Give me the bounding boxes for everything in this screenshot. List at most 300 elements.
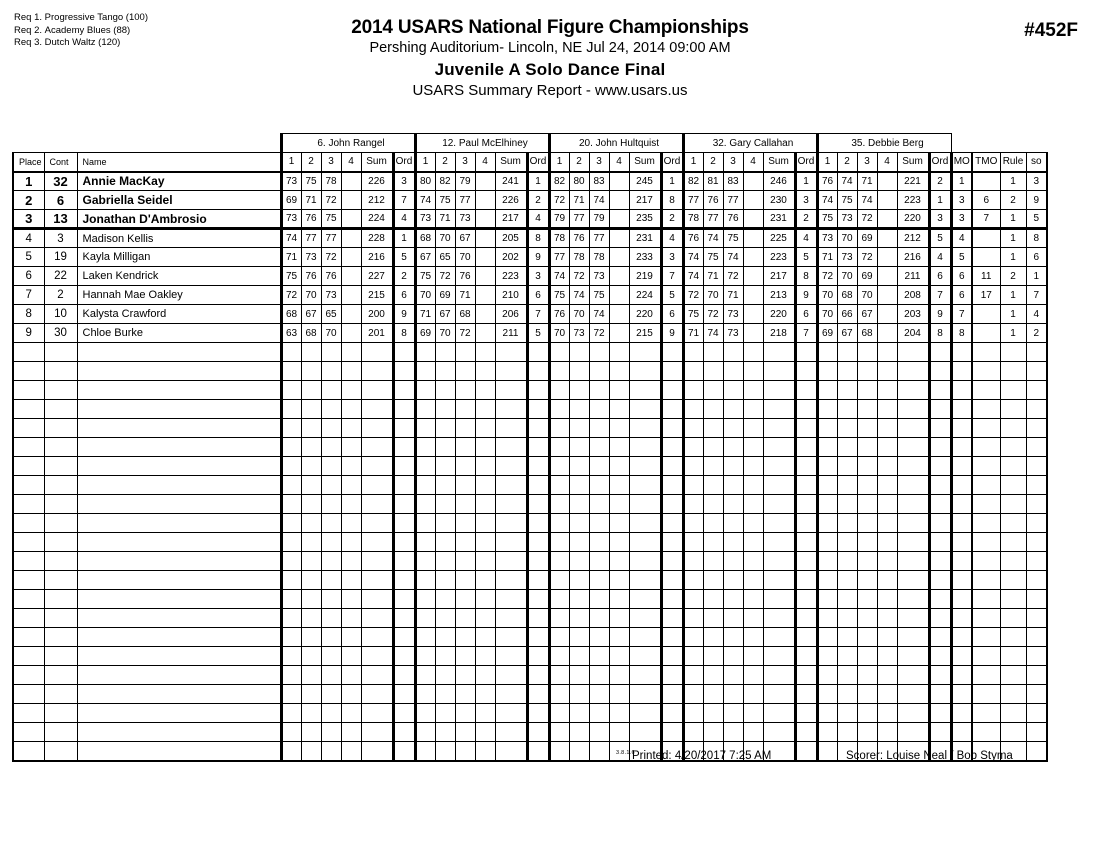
cell-judge4-score2 [703,571,723,590]
cell-mo: 3 [951,191,972,210]
cell-judge1-sum: 226 [361,172,393,191]
cell-judge3-score2 [569,685,589,704]
cell-judge2-score4 [475,514,495,533]
cell-judge5-ord: 1 [929,191,951,210]
cell-judge3-score1 [549,419,569,438]
report-subtitle: USARS Summary Report - www.usars.us [412,82,688,99]
cell-judge4-sum [763,533,795,552]
cell-judge3-sum: 245 [629,172,661,191]
cell-mo [951,723,972,742]
cell-judge5-score3: 69 [857,229,877,248]
table-row-empty[interactable] [13,495,1047,514]
cell-judge5-sum: 211 [897,267,929,286]
cell-place [13,362,44,381]
cell-judge5-sum [897,381,929,400]
cell-judge3-score2 [569,590,589,609]
cell-judge4-score4 [743,191,763,210]
cell-judge2-score1 [415,666,435,685]
cell-judge4-score1: 74 [683,248,703,267]
cell-judge5-score3 [857,476,877,495]
cell-judge4-score3 [723,685,743,704]
cell-judge1-score4 [341,723,361,742]
cell-judge3-score1 [549,571,569,590]
table-row-empty[interactable] [13,400,1047,419]
cell-judge3-score1 [549,552,569,571]
cell-mo [951,628,972,647]
table-row-empty[interactable] [13,647,1047,666]
cell-judge1-score1 [281,362,301,381]
cell-judge3-ord [661,495,683,514]
cell-judge4-score3 [723,590,743,609]
cell-judge5-sum: 220 [897,210,929,229]
cell-judge3-ord [661,438,683,457]
cell-judge3-score1: 79 [549,210,569,229]
cell-judge5-score3 [857,704,877,723]
table-row-empty[interactable] [13,533,1047,552]
cell-name [77,628,281,647]
cell-judge2-score3: 77 [455,191,475,210]
cell-judge4-score2 [703,362,723,381]
cell-judge1-score3 [321,457,341,476]
cell-rule: 1 [1000,210,1026,229]
cell-judge3-score1: 82 [549,172,569,191]
cell-judge5-score1 [817,533,837,552]
cell-rule [1000,495,1026,514]
cell-judge2-ord: 8 [527,229,549,248]
cell-judge5-score4 [877,590,897,609]
cell-judge4-score1 [683,704,703,723]
cell-name: Hannah Mae Oakley [77,286,281,305]
cell-judge1-ord [393,419,415,438]
cell-judge3-sum [629,628,661,647]
cell-judge5-score2 [837,628,857,647]
col-header-judge3-1: 1 [549,153,569,172]
cell-judge2-score4 [475,343,495,362]
cell-judge4-score3 [723,419,743,438]
cell-judge1-score4 [341,343,361,362]
cell-judge3-score3 [589,552,609,571]
cell-judge3-ord [661,647,683,666]
cell-tmo [972,704,1000,723]
cell-judge2-sum [495,419,527,438]
cell-judge3-score4 [609,286,629,305]
cell-judge5-ord: 3 [929,210,951,229]
table-row-empty[interactable] [13,419,1047,438]
cell-judge2-score4 [475,305,495,324]
cell-judge1-score2 [301,609,321,628]
cell-judge1-sum [361,552,393,571]
cell-judge5-score4 [877,419,897,438]
cell-judge3-sum [629,400,661,419]
col-header-cont: Cont [44,153,77,172]
cell-judge5-score4 [877,229,897,248]
cell-judge4-sum [763,647,795,666]
cell-judge5-score2 [837,647,857,666]
cell-judge3-score2 [569,666,589,685]
cell-judge1-ord [393,457,415,476]
cell-judge3-score3 [589,381,609,400]
cell-judge2-score1: 75 [415,267,435,286]
col-header-judge2-3: 3 [455,153,475,172]
cell-place [13,400,44,419]
cell-judge5-sum: 208 [897,286,929,305]
cell-judge1-score3: 65 [321,305,341,324]
cell-judge3-ord [661,723,683,742]
table-row-empty[interactable] [13,685,1047,704]
cell-judge1-sum [361,514,393,533]
cell-judge1-ord: 7 [393,191,415,210]
cell-rule [1000,704,1026,723]
cell-judge2-score1: 80 [415,172,435,191]
cell-rule: 1 [1000,324,1026,343]
cell-judge4-score1: 71 [683,324,703,343]
cell-judge4-score2: 76 [703,191,723,210]
cell-judge1-score4 [341,514,361,533]
cell-judge1-score4 [341,267,361,286]
cell-judge1-score4 [341,324,361,343]
table-row-empty[interactable] [13,438,1047,457]
table-row-empty[interactable] [13,628,1047,647]
cell-judge1-score1: 68 [281,305,301,324]
cell-judge4-score1 [683,666,703,685]
cell-judge3-score4 [609,343,629,362]
table-row[interactable] [13,324,1047,343]
cell-judge4-ord: 7 [795,324,817,343]
cell-judge1-score1 [281,742,301,761]
cell-judge4-score3 [723,571,743,590]
cell-cont [44,495,77,514]
cell-mo [951,590,972,609]
cell-so: 7 [1026,286,1047,305]
cell-judge3-ord [661,343,683,362]
cell-judge2-score3 [455,723,475,742]
cell-judge1-score3 [321,552,341,571]
cell-judge4-score2 [703,457,723,476]
cell-judge3-score3 [589,609,609,628]
cell-judge5-score4 [877,343,897,362]
cell-judge2-sum [495,552,527,571]
cell-judge5-score3: 70 [857,286,877,305]
cell-judge4-ord [795,533,817,552]
cell-judge3-score4 [609,723,629,742]
cell-judge1-score1 [281,457,301,476]
cell-judge2-score1 [415,438,435,457]
cell-judge5-score3 [857,419,877,438]
cell-judge4-score4 [743,438,763,457]
cell-judge2-score3 [455,419,475,438]
cell-so [1026,628,1047,647]
cell-judge1-score1: 71 [281,248,301,267]
cell-judge1-score3 [321,609,341,628]
cell-name: Laken Kendrick [77,267,281,286]
column-header-row [13,153,1047,172]
cell-judge5-score4 [877,514,897,533]
cell-judge1-score3 [321,704,341,723]
cell-judge3-ord [661,609,683,628]
cell-judge5-score4 [877,647,897,666]
cell-judge5-score1 [817,476,837,495]
cell-judge5-score4 [877,476,897,495]
table-row[interactable] [13,248,1047,267]
table-row-empty[interactable] [13,457,1047,476]
cell-so [1026,609,1047,628]
cell-judge2-score2: 69 [435,286,455,305]
cell-judge3-score4 [609,381,629,400]
table-row[interactable] [13,305,1047,324]
cell-judge2-score3 [455,552,475,571]
cell-judge1-ord: 9 [393,305,415,324]
cell-judge1-score2: 71 [301,191,321,210]
table-row-empty[interactable] [13,362,1047,381]
cell-judge3-score1: 76 [549,305,569,324]
cell-judge3-score1 [549,685,569,704]
cell-judge4-score3 [723,438,743,457]
table-row-empty[interactable] [13,514,1047,533]
cell-judge5-score1: 73 [817,229,837,248]
requirement-number: 1. [34,12,43,23]
cell-judge5-score4 [877,457,897,476]
cell-judge3-sum [629,723,661,742]
judge-header-spacer-right [951,134,1047,153]
cell-judge2-sum: 205 [495,229,527,248]
cell-judge5-ord [929,343,951,362]
cell-so: 1 [1026,267,1047,286]
venue-datetime: Pershing Auditorium- Lincoln, NE Jul 24, 2014 09:00 AM [369,40,731,56]
judge-header-1: 6. John Rangel [281,134,415,153]
cell-judge1-score2: 67 [301,305,321,324]
cell-judge4-score4 [743,267,763,286]
cell-mo [951,476,972,495]
cell-name: Annie MacKay [77,172,281,191]
cell-judge2-score2 [435,533,455,552]
cell-judge3-score2: 78 [569,248,589,267]
cell-name [77,419,281,438]
cell-judge2-ord [527,704,549,723]
cell-judge4-score1 [683,343,703,362]
cell-judge5-score4 [877,362,897,381]
col-header-judge1-ord: Ord [393,153,415,172]
cell-judge1-ord: 8 [393,324,415,343]
cell-judge5-sum [897,590,929,609]
cell-judge4-sum [763,400,795,419]
table-row-empty[interactable] [13,343,1047,362]
cell-rule [1000,419,1026,438]
requirement-text: Dutch Waltz (120) [44,37,121,48]
cell-judge1-sum: 228 [361,229,393,248]
cell-judge3-score3: 79 [589,210,609,229]
cell-mo: 6 [951,286,972,305]
cell-judge2-score2: 71 [435,210,455,229]
cell-judge5-sum [897,723,929,742]
cell-judge2-ord [527,685,549,704]
cell-rule [1000,590,1026,609]
cell-judge2-score3 [455,476,475,495]
cell-judge5-score4 [877,704,897,723]
cell-name [77,704,281,723]
cell-judge5-sum [897,609,929,628]
cell-tmo [972,248,1000,267]
table-row[interactable] [13,267,1047,286]
cell-judge1-score3: 73 [321,286,341,305]
cell-tmo [972,495,1000,514]
cell-judge1-score4 [341,210,361,229]
cell-judge2-sum: 210 [495,286,527,305]
cell-judge5-ord [929,723,951,742]
cell-judge3-score3 [589,628,609,647]
judge-header-row [13,134,1047,153]
cell-judge5-score3 [857,438,877,457]
cell-judge3-score1 [549,704,569,723]
cell-judge5-score1 [817,495,837,514]
cell-judge2-sum: 217 [495,210,527,229]
cell-judge3-score1 [549,476,569,495]
cell-cont [44,419,77,438]
cell-judge2-score2 [435,419,455,438]
table-row-empty[interactable] [13,704,1047,723]
cell-judge5-score4 [877,210,897,229]
cell-judge4-score2 [703,381,723,400]
cell-judge1-score2 [301,723,321,742]
cell-judge1-sum [361,343,393,362]
cell-judge3-score4 [609,457,629,476]
table-row[interactable] [13,172,1047,191]
cell-judge2-score2: 70 [435,229,455,248]
cell-so [1026,438,1047,457]
cell-judge5-sum [897,438,929,457]
cell-mo: 5 [951,248,972,267]
cell-judge1-score1: 74 [281,229,301,248]
cell-judge3-ord: 8 [661,191,683,210]
cell-judge1-score2 [301,400,321,419]
cell-judge2-score3 [455,343,475,362]
cell-judge1-score4 [341,172,361,191]
cell-judge4-score3: 72 [723,267,743,286]
cell-judge4-sum: 223 [763,248,795,267]
cell-judge1-score4 [341,628,361,647]
cell-judge3-score4 [609,647,629,666]
table-row[interactable] [13,286,1047,305]
cell-judge4-score3 [723,495,743,514]
cell-cont [44,400,77,419]
table-row[interactable] [13,210,1047,229]
cell-so: 2 [1026,324,1047,343]
table-row[interactable] [13,229,1047,248]
cell-judge5-score1 [817,609,837,628]
table-row-empty[interactable] [13,723,1047,742]
cell-judge2-score3 [455,400,475,419]
table-row-empty[interactable] [13,609,1047,628]
event-number: #452F [1024,20,1078,41]
cell-judge2-sum [495,685,527,704]
scorer-credit: Scorer: Louise Neal / Bob Styma [846,750,1013,762]
table-row-empty[interactable] [13,476,1047,495]
cell-tmo: 11 [972,267,1000,286]
cell-judge3-sum [629,685,661,704]
cell-judge2-score3: 70 [455,248,475,267]
report-header [0,16,1100,101]
cell-place: 3 [13,210,44,229]
table-row-empty[interactable] [13,571,1047,590]
col-header-judge5-2: 2 [837,153,857,172]
cell-judge1-sum [361,438,393,457]
cell-name: Jonathan D'Ambrosio [77,210,281,229]
cell-judge4-score1: 76 [683,229,703,248]
cell-judge4-ord [795,495,817,514]
cell-judge2-sum [495,704,527,723]
table-row-empty[interactable] [13,381,1047,400]
cell-judge2-score1 [415,495,435,514]
cell-judge2-ord: 6 [527,286,549,305]
cell-tmo: 17 [972,286,1000,305]
cell-judge3-sum: 233 [629,248,661,267]
cell-judge1-score3: 76 [321,267,341,286]
judge-header-3: 20. John Hultquist [549,134,683,153]
col-header-judge1-2: 2 [301,153,321,172]
cell-judge3-sum [629,419,661,438]
cell-judge4-score3 [723,343,743,362]
cell-judge4-score2 [703,647,723,666]
cell-judge4-score3 [723,457,743,476]
cell-judge3-score3 [589,723,609,742]
cell-judge3-ord: 1 [661,172,683,191]
cell-judge3-score1 [549,628,569,647]
cell-judge2-sum: 206 [495,305,527,324]
cell-tmo [972,552,1000,571]
cell-judge2-sum [495,647,527,666]
cell-judge3-score3 [589,362,609,381]
cell-judge2-sum: 223 [495,267,527,286]
cell-judge3-score3 [589,343,609,362]
cell-judge4-score3 [723,552,743,571]
table-row[interactable] [13,191,1047,210]
cell-so [1026,495,1047,514]
cell-judge4-ord: 3 [795,191,817,210]
cell-cont [44,609,77,628]
cell-judge5-score3 [857,609,877,628]
cell-judge2-score1 [415,571,435,590]
cell-judge3-score4 [609,248,629,267]
cell-judge4-score2: 72 [703,305,723,324]
cell-judge3-sum [629,514,661,533]
cell-judge2-score3 [455,438,475,457]
cell-judge5-score4 [877,438,897,457]
cell-judge4-score1 [683,438,703,457]
cell-cont: 30 [44,324,77,343]
cell-judge4-ord [795,514,817,533]
table-row-empty[interactable] [13,666,1047,685]
col-header-mo: MO [951,153,972,172]
cell-judge5-score2 [837,552,857,571]
cell-judge1-ord [393,647,415,666]
cell-judge3-score4 [609,666,629,685]
cell-judge4-sum [763,704,795,723]
cell-judge4-ord [795,647,817,666]
cell-judge4-score2 [703,666,723,685]
cell-name: Gabriella Seidel [77,191,281,210]
event-title: Juvenile A Solo Dance Final [434,60,666,79]
cell-so [1026,742,1047,761]
table-row-empty[interactable] [13,552,1047,571]
cell-judge5-score3 [857,514,877,533]
table-row-empty[interactable] [13,590,1047,609]
cell-judge1-score1 [281,723,301,742]
cell-judge2-score1: 69 [415,324,435,343]
cell-rule: 1 [1000,172,1026,191]
cell-judge2-ord [527,647,549,666]
cell-judge5-score4 [877,609,897,628]
cell-judge5-ord [929,533,951,552]
cell-judge2-sum [495,495,527,514]
